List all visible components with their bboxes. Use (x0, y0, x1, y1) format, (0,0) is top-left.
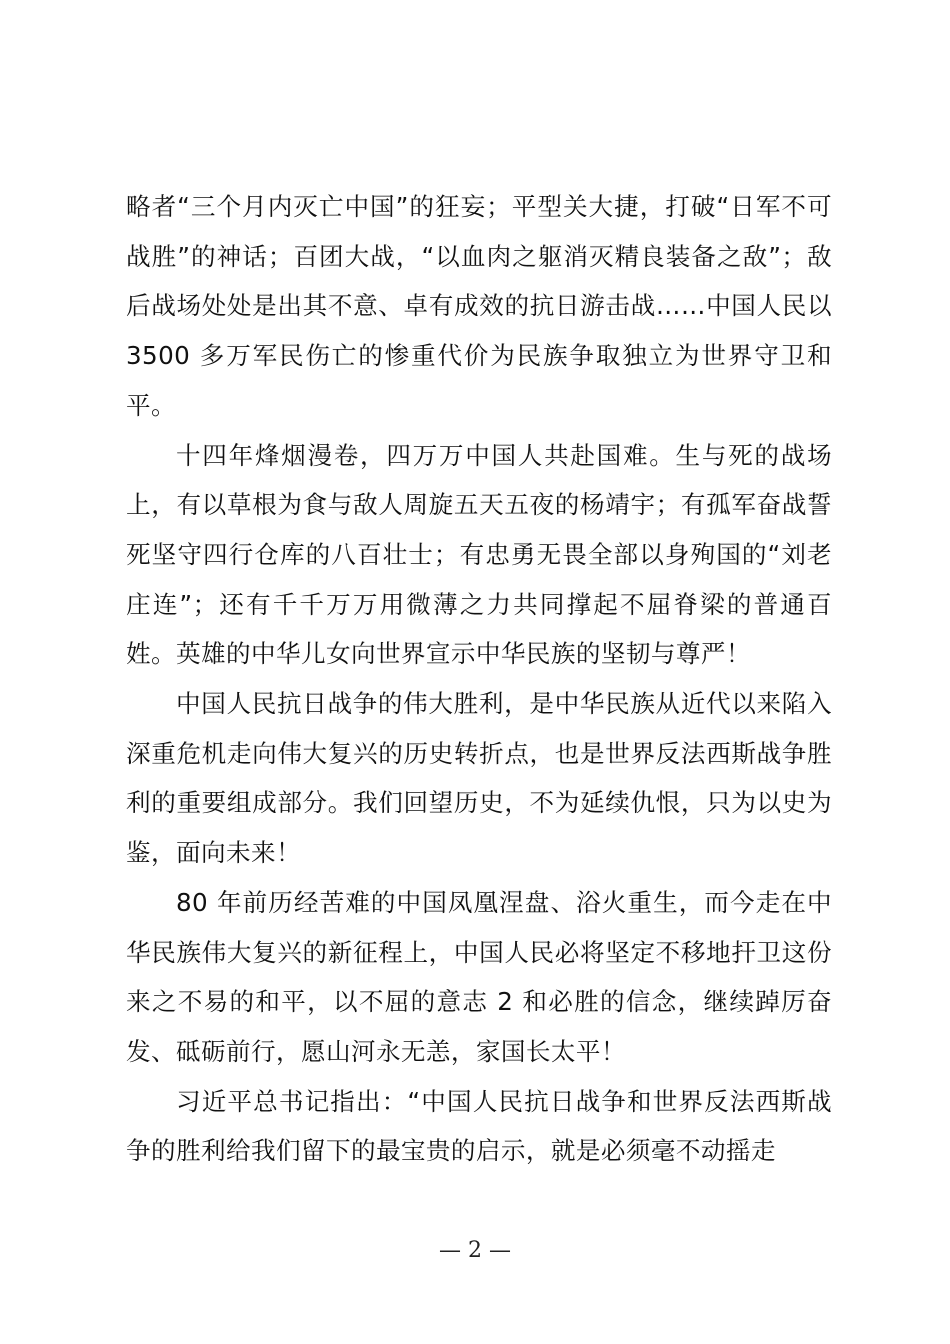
paragraph: 习近平总书记指出：“中国人民抗日战争和世界反法西斯战争的胜利给我们留下的最宝贵的启示，就是必须毫不动摇走 (126, 1086, 832, 1166)
paragraph: 中国人民抗日战争的伟大胜利，是中华民族从近代以来陷入深重危机走向伟大复兴的历史转折点，也是世界反法西斯战争胜利的重要组成部分。我们回望历史，不为延续仇恨，只为以史为鉴，面向未来！ (126, 689, 832, 868)
paragraph-continued: 略者“三个月内灭亡中国”的狂妄；平型关大捷，打破“日军不可战胜”的神话；百团大战，“以血肉之躯消灭精良装备之敌”；敌后战场处处是出其不意、卓有成效的抗日游击战……中国人民以 3500 多万军民伤亡的惨重代价为民族争取独立为世界守卫和平。 (126, 192, 841, 420)
paragraph: 80 年前历经苦难的中国凤凰涅盘、浴火重生，而今走在中华民族伟大复兴的新征程上，中国人民必将坚定不移地扞卫这份来之不易的和平，以不屈的意志 2 和必胜的信念，继续踔厉奋发、砥砺前行，愿山河永无恙，家国长太平！ (126, 887, 832, 1066)
document-body (126, 182, 841, 1176)
paragraph: 十四年烽烟漫卷，四万万中国人共赴国难。生与死的战场上，有以草根为食与敌人周旋五天五夜的杨靖宇；有孤军奋战誓死坚守四行仓库的八百壮士；有忠勇无畏全部以身殉国的“刘老庄连”；还有千千万万用微薄之力共同撑起不屈脊梁的普通百姓。英雄的中华儿女向世界宣示中华民族的坚韧与尊严！ (126, 440, 832, 669)
page-number: — 2 — (439, 1238, 511, 1263)
